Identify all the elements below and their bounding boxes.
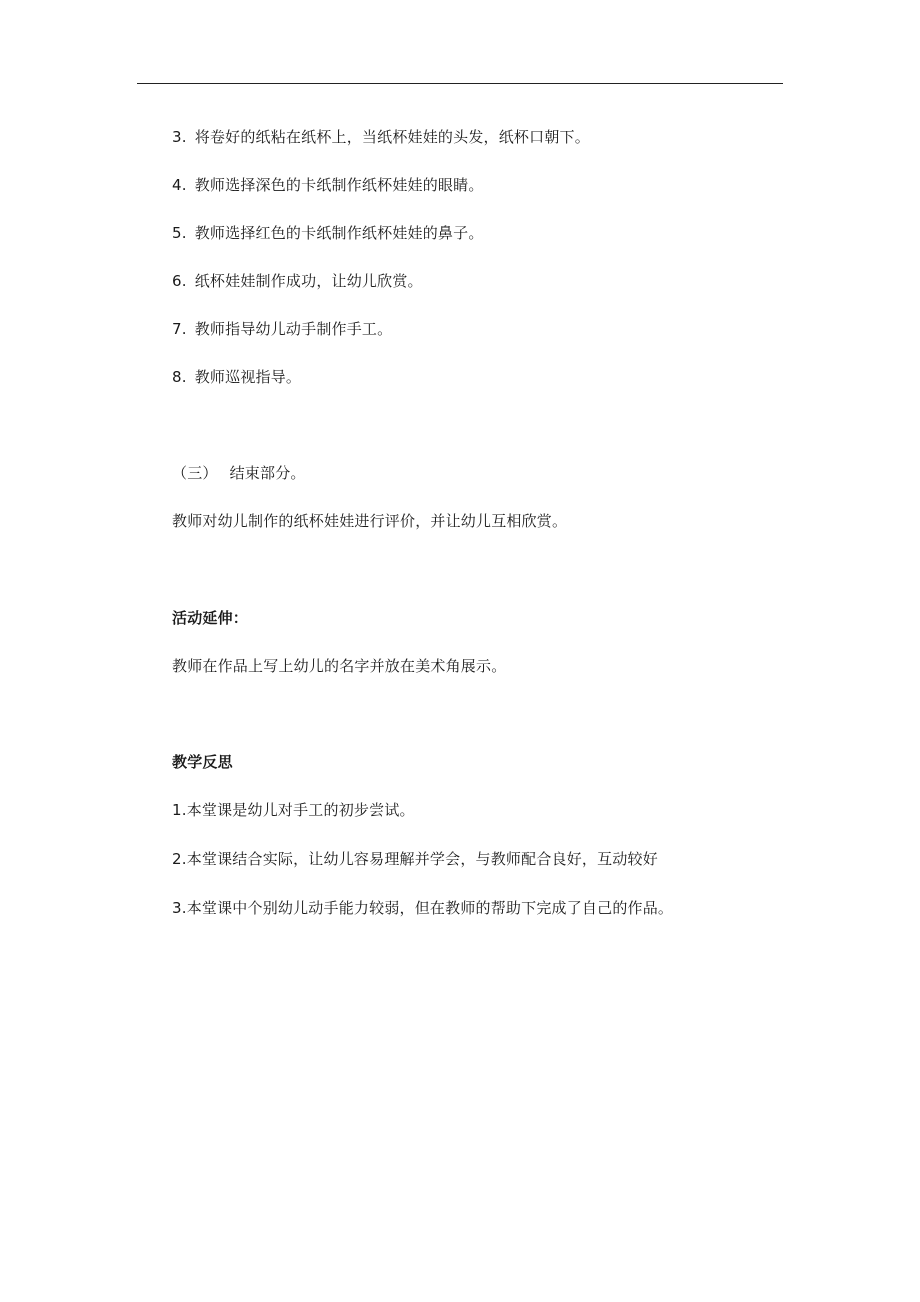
- extension-body: 教师在作品上写上幼儿的名字并放在美术角展示。: [172, 657, 507, 675]
- reflection-item: 2.本堂课结合实际，让幼儿容易理解并学会，与教师配合良好，互动较好: [172, 850, 658, 868]
- step-item: [172, 367, 301, 387]
- reflection-heading: 教学反思: [172, 753, 233, 771]
- reflection-item: 1.本堂课是幼儿对手工的初步尝试。: [172, 801, 415, 819]
- header-rule: [137, 83, 783, 84]
- step-item: [172, 127, 590, 147]
- step-number: 4.: [172, 176, 187, 194]
- step-number: 8.: [172, 368, 187, 386]
- step-text: 纸杯娃娃制作成功，让幼儿欣赏。: [194, 272, 423, 290]
- step-item: [172, 223, 484, 243]
- step-number: 7.: [172, 320, 187, 338]
- conclusion-heading: [172, 463, 306, 483]
- step-item: [172, 175, 484, 195]
- section-mark: （三）: [172, 464, 218, 482]
- reflection-item: 3.本堂课中个别幼儿动手能力较弱，但在教师的帮助下完成了自己的作品。: [172, 899, 674, 917]
- step-number: 3.: [172, 128, 187, 146]
- step-number: 5.: [172, 224, 187, 242]
- conclusion-body: 教师对幼儿制作的纸杯娃娃进行评价，并让幼儿互相欣赏。: [172, 512, 568, 530]
- step-text: 教师巡视指导。: [194, 368, 302, 386]
- step-item: [172, 319, 392, 339]
- section-title: 结束部分。: [229, 464, 306, 482]
- step-text: 教师选择红色的卡纸制作纸杯娃娃的鼻子。: [194, 224, 484, 242]
- step-text: 教师指导幼儿动手制作手工。: [194, 320, 393, 338]
- step-text: 教师选择深色的卡纸制作纸杯娃娃的眼睛。: [194, 176, 484, 194]
- step-item: [172, 271, 423, 291]
- step-number: 6.: [172, 272, 187, 290]
- extension-heading: 活动延伸：: [172, 609, 249, 627]
- step-text: 将卷好的纸粘在纸杯上，当纸杯娃娃的头发，纸杯口朝下。: [194, 128, 590, 146]
